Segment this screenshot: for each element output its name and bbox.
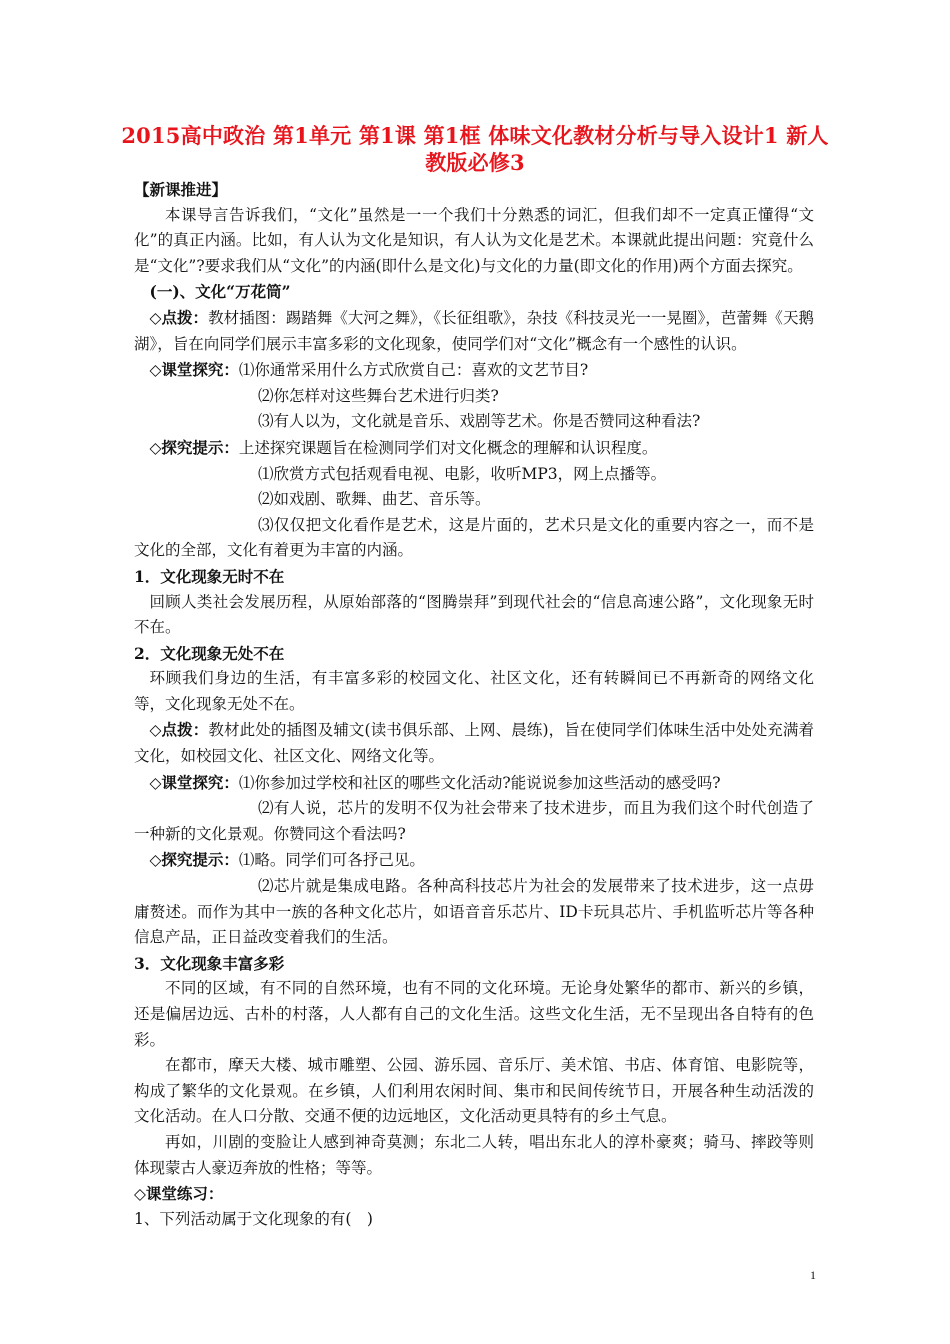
practice-heading: ◇课堂练习： (134, 1184, 224, 1204)
subsection-heading: 3．文化现象丰富多彩 (134, 953, 285, 973)
document-title: 2015高中政治 第1单元 第1课 第1框 体味文化教材分析与导入设计1 新人教版必修3 (121, 123, 829, 175)
explore-question: ⑴你参加过学校和社区的哪些文化活动?能说说参加这些活动的感受吗? (238, 773, 721, 792)
page-number: 1 (810, 1268, 816, 1282)
tip-paragraph (134, 717, 814, 769)
body-paragraph: 在都市，摩天大楼、城市雕塑、公园、游乐园、音乐厅、美术馆、书店、体育馆、电影院等，构成了繁华的文化景观。在乡镇，人们利用农闲时间、集市和民间传统节日，开展各种生动活泼的文化活动。在人口分散、交通不便的边远地区，文化活动更具特有的乡土气息。 (134, 1056, 814, 1126)
hint-label: ◇探究提示： (149, 437, 239, 457)
explore-question: ⑵你怎样对这些舞台艺术进行归类? (258, 386, 499, 405)
explore-question: ⑵有人说，芯片的发明不仅为社会带来了技术进步，而且为我们这个时代创造了一种新的文化景观。你赞同这个看法吗? (134, 799, 814, 843)
body-paragraph: 再如，川剧的变脸让人感到神奇莫测；东北二人转，唱出东北人的淳朴豪爽；骑马、摔跤等则体现蒙古人豪迈奔放的性格；等等。 (134, 1132, 814, 1177)
body-paragraph: 不同的区域，有不同的自然环境，也有不同的文化环境。无论身处繁华的都市、新兴的乡镇，还是偏居边远、古朴的村落，人人都有自己的文化生活。这些文化生活，无不呈现出各自特有的色彩。 (134, 979, 814, 1049)
explore-paragraph (134, 770, 814, 797)
hint-answer: ⑴略。同学们可各抒己见。 (238, 851, 425, 870)
hint-label: ◇探究提示： (149, 850, 239, 870)
practice-question: 1、下列活动属于文化现象的有( ) (134, 1209, 373, 1228)
document-body (134, 177, 814, 1232)
tip-text: 教材插图：踢踏舞《大河之舞》，《长征组歌》，杂技《科技灵光一一晃圈》，芭蕾舞《天鹅湖》，旨在向同学们展示丰富多彩的文化现象，使同学们对“文化”概念有一个感性的认识。 (134, 308, 814, 353)
subsection-heading: 1．文化现象无时不在 (134, 566, 285, 586)
hint-answer: ⑵芯片就是集成电路。各种高科技芯片为社会的发展带来了技术进步，这一点毋庸赘述。而作为其中一族的各种文化芯片，如语音音乐芯片、ID卡玩具芯片、手机监听芯片等各种信息产品，正日益改变着我们的生活。 (134, 877, 814, 947)
hint-answer: ⑵如戏剧、歌舞、曲艺、音乐等。 (258, 490, 491, 509)
tip-label: ◇点拨： (149, 307, 209, 327)
explore-question: ⑶有人以为，文化就是音乐、戏剧等艺术。你是否赞同这种看法? (258, 412, 701, 431)
hint-text: 上述探究课题旨在检测同学们对文化概念的理解和认识程度。 (238, 438, 658, 457)
hint-answer: ⑶仅仅把文化看作是艺术，这是片面的，艺术只是文化的重要内容之一，而不是文化的全部，文化有着更为丰富的内涵。 (134, 515, 814, 560)
hint-paragraph (134, 847, 814, 874)
explore-label: ◇课堂探究： (149, 360, 239, 380)
explore-question: ⑴你通常采用什么方式欣赏自己：喜欢的文艺节目? (238, 361, 589, 380)
new-lesson-heading: 【新课推进】 (134, 180, 228, 199)
tip-label: ◇点拨： (149, 720, 209, 740)
hint-paragraph (134, 435, 814, 462)
body-paragraph: 回顾人类社会发展历程，从原始部落的“图腾崇拜”到现代社会的“信息高速公路”，文化现象无时不在。 (134, 592, 814, 637)
explore-paragraph (134, 357, 814, 384)
section-heading: (一)、文化“万花筒” (149, 282, 291, 302)
tip-text: 教材此处的插图及辅文(读书俱乐部、上网、晨练)，旨在使同学们体味生活中处处充满着文化，如校园文化、社区文化、网络文化等。 (134, 721, 814, 766)
hint-answer: ⑴欣赏方式包括观看电视、电影，收听MP3，网上点播等。 (258, 464, 667, 483)
subsection-heading: 2．文化现象无处不在 (134, 643, 285, 663)
explore-label: ◇课堂探究： (149, 772, 239, 792)
body-paragraph: 环顾我们身边的生活，有丰富多彩的校园文化、社区文化，还有转瞬间已不再新奇的网络文化等，文化现象无处不在。 (134, 669, 814, 713)
tip-paragraph (134, 305, 814, 357)
intro-paragraph: 本课导言告诉我们，“文化”虽然是一一个我们十分熟悉的词汇，但我们却不一定真正懂得“文化”的真正内涵。比如，有人认为文化是知识，有人认为文化是艺术。本课就此提出问题：究竟什么是“文化”?要求我们从“文化”的内涵(即什么是文化)与文化的力量(即文化的作用)两个方面去探究。 (134, 205, 814, 275)
